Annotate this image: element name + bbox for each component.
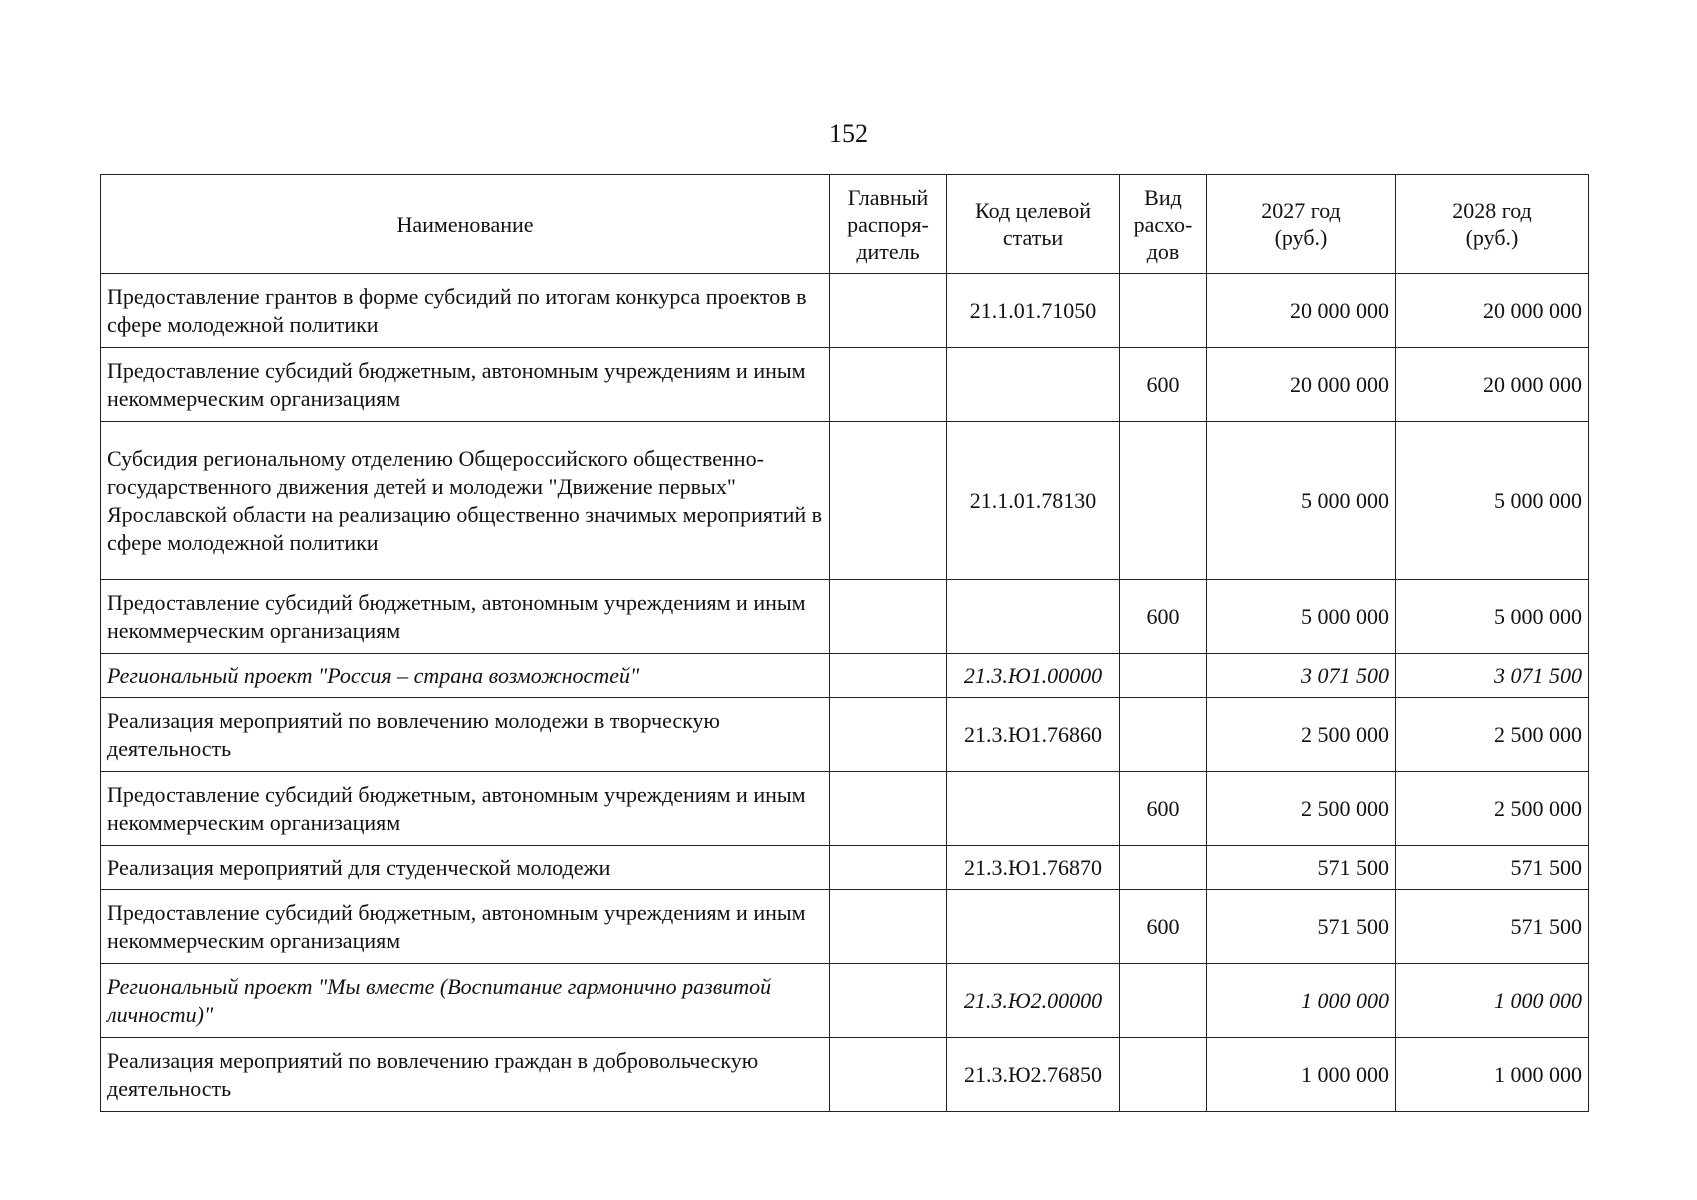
expense-type-cell: 600 bbox=[1120, 890, 1207, 964]
name-cell: Субсидия региональному отделению Общероссийского общественно-государственного движения детей и молодежи "Движение первых" Ярославской области на реализацию общественно значимых мероприятий в сфере молодежной политики bbox=[101, 422, 830, 580]
main-manager-cell bbox=[830, 772, 947, 846]
target-code-cell: 21.1.01.71050 bbox=[947, 274, 1120, 348]
expense-type-cell bbox=[1120, 698, 1207, 772]
table-row bbox=[101, 772, 1589, 846]
amount-2028-cell: 5 000 000 bbox=[1396, 580, 1589, 654]
expense-type-cell: 600 bbox=[1120, 772, 1207, 846]
name-cell: Предоставление субсидий бюджетным, автономным учреждениям и иным некоммерческим организациям bbox=[101, 890, 830, 964]
main-manager-cell bbox=[830, 422, 947, 580]
expense-type-cell bbox=[1120, 274, 1207, 348]
table-row bbox=[101, 654, 1589, 698]
table-row bbox=[101, 846, 1589, 890]
target-code-cell: 21.3.Ю1.00000 bbox=[947, 654, 1120, 698]
main-manager-cell bbox=[830, 890, 947, 964]
table-row bbox=[101, 1038, 1589, 1112]
amount-2027-cell: 3 071 500 bbox=[1207, 654, 1396, 698]
table-row bbox=[101, 348, 1589, 422]
main-manager-cell bbox=[830, 580, 947, 654]
amount-2027-cell: 571 500 bbox=[1207, 846, 1396, 890]
table-row bbox=[101, 890, 1589, 964]
amount-2028-cell: 2 500 000 bbox=[1396, 772, 1589, 846]
expense-type-cell bbox=[1120, 422, 1207, 580]
name-cell: Реализация мероприятий по вовлечению граждан в добровольческую деятельность bbox=[101, 1038, 830, 1112]
header-main-manager: Главный распоря- дитель bbox=[830, 175, 947, 274]
amount-2028-cell: 1 000 000 bbox=[1396, 1038, 1589, 1112]
header-name: Наименование bbox=[101, 175, 830, 274]
amount-2028-cell: 571 500 bbox=[1396, 890, 1589, 964]
target-code-cell: 21.3.Ю2.76850 bbox=[947, 1038, 1120, 1112]
target-code-cell bbox=[947, 772, 1120, 846]
target-code-cell: 21.1.01.78130 bbox=[947, 422, 1120, 580]
table-row bbox=[101, 580, 1589, 654]
amount-2028-cell: 3 071 500 bbox=[1396, 654, 1589, 698]
amount-2028-cell: 571 500 bbox=[1396, 846, 1589, 890]
target-code-cell: 21.3.Ю1.76860 bbox=[947, 698, 1120, 772]
amount-2027-cell: 571 500 bbox=[1207, 890, 1396, 964]
budget-table bbox=[100, 174, 1589, 1112]
target-code-cell bbox=[947, 890, 1120, 964]
main-manager-cell bbox=[830, 1038, 947, 1112]
main-manager-cell bbox=[830, 964, 947, 1038]
table-row bbox=[101, 964, 1589, 1038]
main-manager-cell bbox=[830, 274, 947, 348]
amount-2027-cell: 5 000 000 bbox=[1207, 580, 1396, 654]
table-row bbox=[101, 698, 1589, 772]
header-target-code: Код целевой статьи bbox=[947, 175, 1120, 274]
expense-type-cell bbox=[1120, 846, 1207, 890]
name-cell: Реализация мероприятий по вовлечению молодежи в творческую деятельность bbox=[101, 698, 830, 772]
name-cell: Региональный проект "Мы вместе (Воспитание гармонично развитой личности)" bbox=[101, 964, 830, 1038]
amount-2028-cell: 5 000 000 bbox=[1396, 422, 1589, 580]
expense-type-cell bbox=[1120, 1038, 1207, 1112]
amount-2027-cell: 2 500 000 bbox=[1207, 772, 1396, 846]
amount-2027-cell: 1 000 000 bbox=[1207, 964, 1396, 1038]
target-code-cell bbox=[947, 580, 1120, 654]
expense-type-cell: 600 bbox=[1120, 348, 1207, 422]
main-manager-cell bbox=[830, 348, 947, 422]
table-row bbox=[101, 274, 1589, 348]
target-code-cell: 21.3.Ю1.76870 bbox=[947, 846, 1120, 890]
name-cell: Реализация мероприятий для студенческой молодежи bbox=[101, 846, 830, 890]
expense-type-cell bbox=[1120, 964, 1207, 1038]
table-header-row bbox=[101, 175, 1589, 274]
amount-2027-cell: 20 000 000 bbox=[1207, 348, 1396, 422]
amount-2028-cell: 2 500 000 bbox=[1396, 698, 1589, 772]
main-manager-cell bbox=[830, 698, 947, 772]
expense-type-cell bbox=[1120, 654, 1207, 698]
table-row bbox=[101, 422, 1589, 580]
amount-2027-cell: 2 500 000 bbox=[1207, 698, 1396, 772]
main-manager-cell bbox=[830, 846, 947, 890]
amount-2028-cell: 1 000 000 bbox=[1396, 964, 1589, 1038]
amount-2027-cell: 20 000 000 bbox=[1207, 274, 1396, 348]
target-code-cell: 21.3.Ю2.00000 bbox=[947, 964, 1120, 1038]
main-manager-cell bbox=[830, 654, 947, 698]
name-cell: Предоставление субсидий бюджетным, автономным учреждениям и иным некоммерческим организациям bbox=[101, 772, 830, 846]
amount-2027-cell: 1 000 000 bbox=[1207, 1038, 1396, 1112]
name-cell: Предоставление грантов в форме субсидий по итогам конкурса проектов в сфере молодежной политики bbox=[101, 274, 830, 348]
amount-2028-cell: 20 000 000 bbox=[1396, 274, 1589, 348]
amount-2028-cell: 20 000 000 bbox=[1396, 348, 1589, 422]
name-cell: Предоставление субсидий бюджетным, автономным учреждениям и иным некоммерческим организациям bbox=[101, 348, 830, 422]
header-year-2027: 2027 год (руб.) bbox=[1207, 175, 1396, 274]
name-cell: Предоставление субсидий бюджетным, автономным учреждениям и иным некоммерческим организациям bbox=[101, 580, 830, 654]
header-year-2028: 2028 год (руб.) bbox=[1396, 175, 1589, 274]
expense-type-cell: 600 bbox=[1120, 580, 1207, 654]
table-body bbox=[101, 274, 1589, 1112]
header-expense-type: Вид расхо- дов bbox=[1120, 175, 1207, 274]
page-number: 152 bbox=[829, 119, 868, 148]
amount-2027-cell: 5 000 000 bbox=[1207, 422, 1396, 580]
name-cell: Региональный проект "Россия – страна возможностей" bbox=[101, 654, 830, 698]
target-code-cell bbox=[947, 348, 1120, 422]
